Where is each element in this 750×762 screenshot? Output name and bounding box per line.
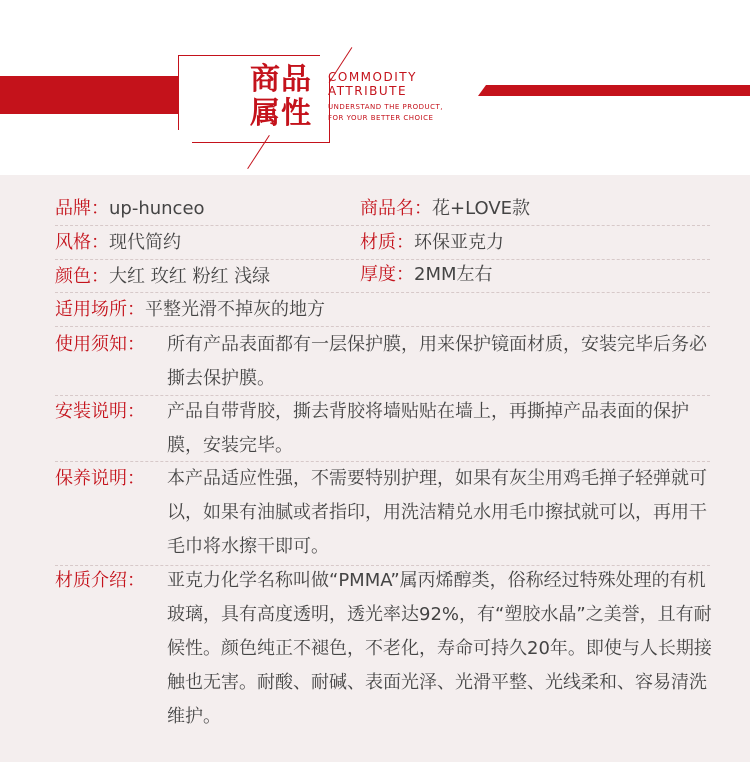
attributes-panel [0,175,750,762]
place-label: 适用场所： [55,299,145,320]
material-label: 材质： [360,232,414,253]
color-label: 颜色： [55,266,109,287]
name-row [360,192,530,226]
place-row [55,293,325,327]
divider [55,326,710,327]
title-subtitle: UNDERSTAND THE PRODUCT, [328,103,444,111]
thickness-label: 厚度： [360,264,414,285]
style-row [55,226,181,260]
title-line: 商品 [250,62,312,97]
title-subtitle: FOR YOUR BETTER CHOICE [328,114,434,122]
usage-text: 所有产品表面都有一层保护膜，用来保护镜面材质，安装完毕后务必撕去保护膜。 [167,334,707,389]
install-text: 产品自带背胶，撕去背胶将墙贴贴在墙上，再撕掉产品表面的保护膜，安装完毕。 [167,401,689,456]
name-value: 花+LOVE款 [432,198,531,219]
title-en: ATTRIBUTE [328,84,408,98]
title-line: 属性 [250,96,312,131]
intro-text: 亚克力化学名称叫做“PMMA”属丙烯醇类，俗称经过特殊处理的有机玻璃，具有高度透明，透光率达92%，有“塑胶水晶”之美誉，且有耐候性。颜色纯正不褪色，不老化，寿命可持久20年。即使与人长期接触也无害。耐酸、耐碱、表面光泽、光滑平整、光线柔和、容易清洗维护。 [167,570,712,727]
title-en: COMMODITY [328,70,417,84]
color-value: 大红 玫红 粉红 浅绿 [109,266,271,287]
material-value: 环保亚克力 [414,232,504,253]
place-value: 平整光滑不掉灰的地方 [145,299,325,320]
style-value: 现代简约 [109,232,181,253]
style-label: 风格： [55,232,109,253]
install-label: 安装说明： [55,401,145,422]
section-title [250,63,330,131]
usage-label: 使用须知： [55,334,145,355]
intro-label: 材质介绍： [55,570,145,591]
care-label: 保养说明： [55,468,145,489]
section-header [0,0,750,175]
thickness-row [360,258,493,292]
red-banner-right [478,85,750,96]
material-row [360,226,504,260]
brand-row [55,192,205,226]
care-text: 本产品适应性强，不需要特别护理，如果有灰尘用鸡毛掸子轻弹就可以，如果有油腻或者指印，用洗洁精兑水用毛巾擦拭就可以，再用干毛巾将水擦干即可。 [167,468,707,557]
brand-value: up-hunceo [109,198,205,219]
color-row [55,260,270,294]
name-label: 商品名： [360,198,432,219]
brand-label: 品牌： [55,198,109,219]
thickness-value: 2MM左右 [414,264,493,285]
